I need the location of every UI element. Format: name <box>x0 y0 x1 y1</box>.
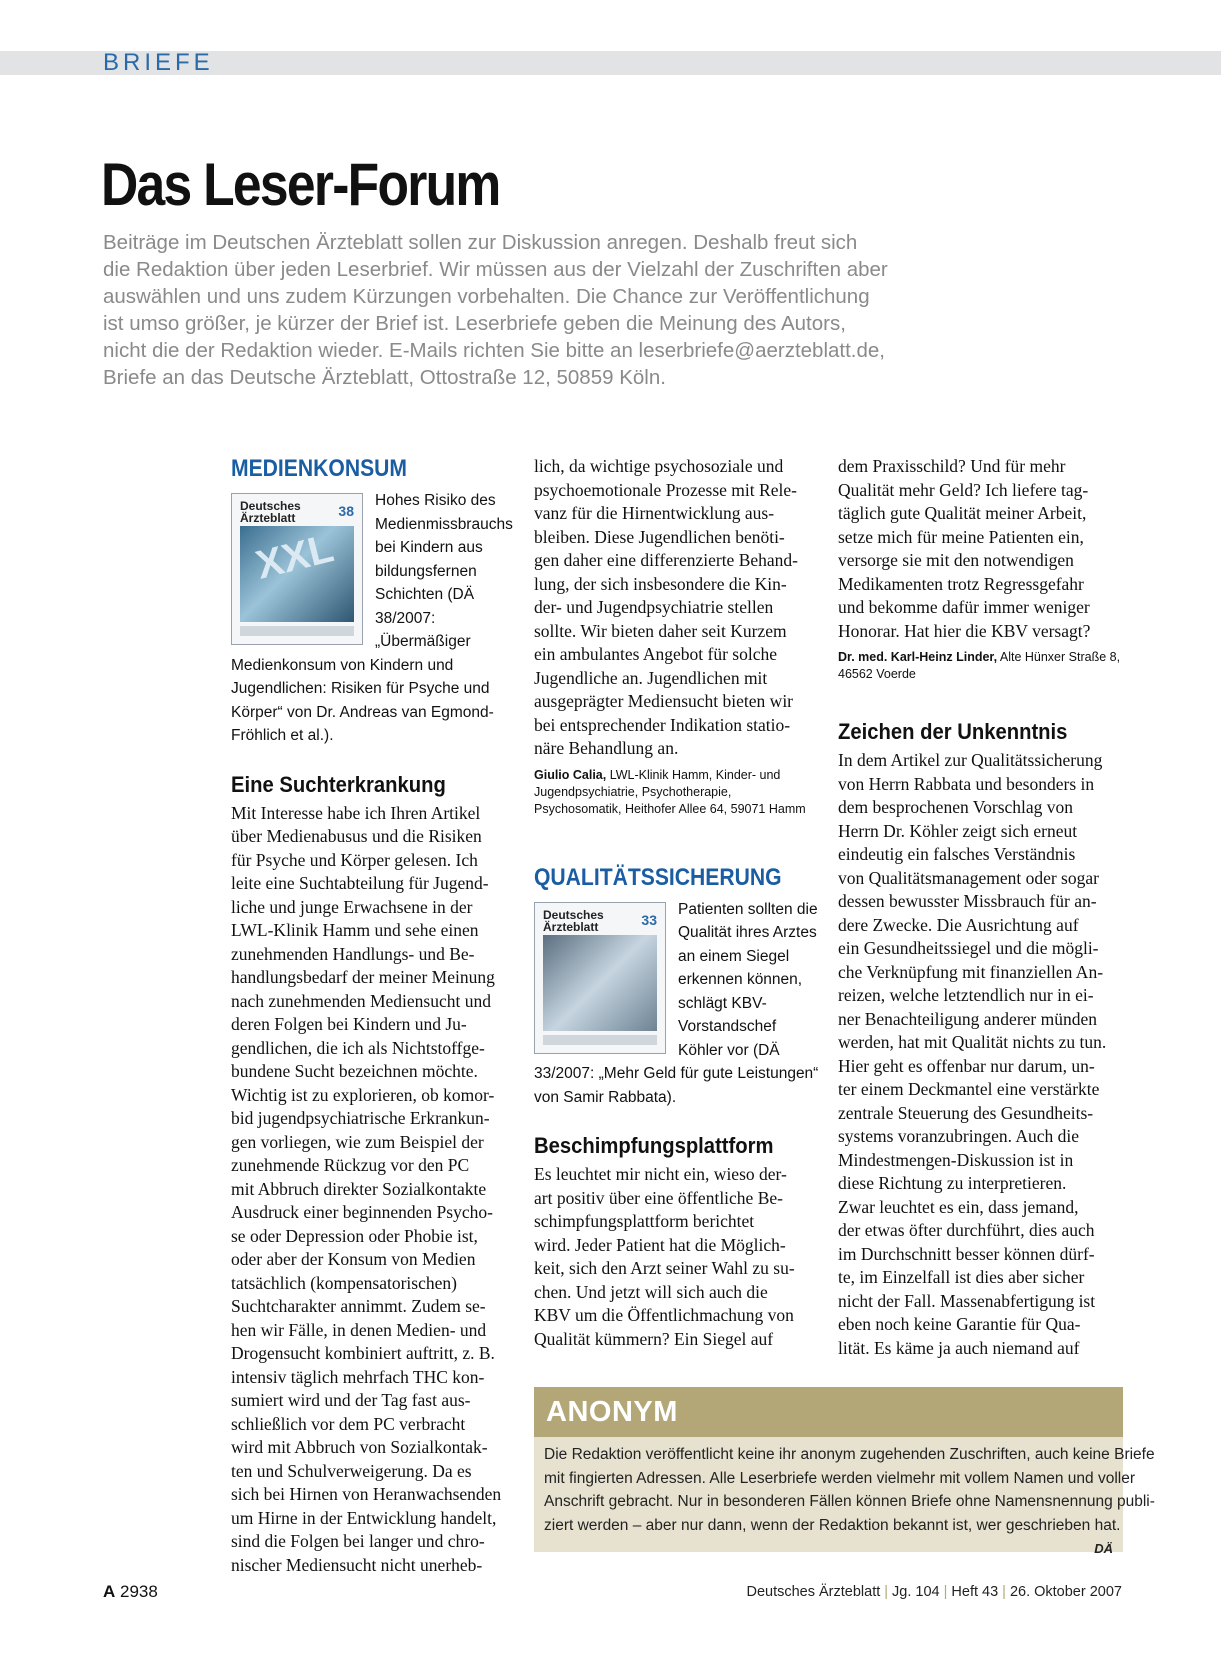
letter-body-suchterkrankung <box>231 802 516 1578</box>
text-line: tatsächlich (kompensatorischen) <box>231 1272 457 1293</box>
cover-logo: Deutsches Ärzteblatt <box>240 499 301 525</box>
text-line: wird mit Abbruch von Sozialkontak- <box>231 1437 488 1457</box>
text-line: intensiv täglich mehrfach THC kon- <box>231 1366 485 1387</box>
text-line: hen wir Fälle, in denen Medien- und <box>231 1319 487 1340</box>
text-line: art positiv über eine öffentliche Be- <box>534 1187 783 1208</box>
text-line: In dem Artikel zur Qualitätssicherung <box>838 750 1103 770</box>
page-number-value: 2938 <box>120 1582 158 1601</box>
intro-line: Beiträge im Deutschen Ärzteblatt sollen zur Diskussion anregen. Deshalb freut sich <box>103 231 858 254</box>
intro-line: ist umso größer, je kürzer der Brief ist. Leserbriefe geben die Meinung des Autors, <box>103 312 846 335</box>
text-line: te, im Einzelfall ist dies aber sicher <box>838 1267 1085 1287</box>
text-line: se oder Depression oder Phobie ist, <box>231 1225 478 1246</box>
footer-date: 26. Oktober 2007 <box>1009 1584 1122 1600</box>
text-line: versorge sie mit den notwendigen <box>838 550 1074 570</box>
magazine-cover-38 <box>231 493 363 645</box>
text-line: über Medienabusus und die Risiken <box>231 826 482 846</box>
text-line: oder aber der Konsum von Medien <box>231 1249 476 1269</box>
text-line: lung, der sich insbesondere die Kin- <box>534 573 787 594</box>
letter-body-beschimpfungsplattform <box>534 1163 819 1351</box>
anonym-box-body <box>534 1437 1155 1556</box>
text-line: deren Folgen bei Kindern und Ju- <box>231 1014 467 1034</box>
page-title: Das Leser-Forum <box>101 151 500 218</box>
text-line: Drogensucht kombiniert auftritt, z. B. <box>231 1343 495 1363</box>
intro-text <box>103 229 1003 391</box>
footer-journal: Deutsches Ärzteblatt <box>746 1584 881 1600</box>
letter-body-suchterkrankung-cont <box>534 455 819 761</box>
text-line: Hier geht es offenbar nur darum, un- <box>838 1055 1095 1076</box>
intro-line: auswählen und uns zudem Kürzungen vorbehalten. Die Chance zur Veröffentlichung <box>103 285 870 308</box>
text-line: ten und Schulverweigerung. Da es <box>231 1460 472 1481</box>
signature-calia <box>534 767 819 818</box>
text-line: keit, sich den Arzt seiner Wahl zu su- <box>534 1258 795 1278</box>
text-line: bundene Sucht bezeichnen möchte. <box>231 1061 478 1081</box>
text-line: dere Zwecke. Die Ausrichtung auf <box>838 914 1079 935</box>
cover-image <box>240 526 354 622</box>
footer-volume: Jg. 104 <box>892 1584 940 1600</box>
section-label: BRIEFE <box>103 49 214 76</box>
text-line: gendlichen, die ich als Nichtstoffge- <box>231 1037 485 1058</box>
text-line: von Qualitätsmanagement oder sogar <box>838 867 1099 888</box>
cover-issue-number: 33 <box>641 911 657 928</box>
text-line: Honorar. Hat hier die KBV versagt? <box>838 620 1091 641</box>
text-line: Es leuchtet mir nicht ein, wieso der- <box>534 1164 787 1184</box>
text-line: leite eine Suchtabteilung für Jugend- <box>231 873 489 893</box>
editorial-mark: DÄ <box>1094 1541 1113 1556</box>
text-line: setze mich für meine Patienten ein, <box>838 526 1084 547</box>
text-line: Qualität kümmern? Ein Siegel auf <box>534 1328 774 1349</box>
text-line: eben noch keine Garantie für Qua- <box>838 1314 1081 1334</box>
text-line: chen. Und jetzt will sich auch die <box>534 1281 768 1302</box>
page-number <box>103 1582 158 1602</box>
letter-title-beschimpfungsplattform: Beschimpfungsplattform <box>534 1133 774 1158</box>
text-line: der- und Jugendpsychiatrie stellen <box>534 597 774 617</box>
text-line: ausgeprägter Mediensucht bieten wir <box>534 691 794 711</box>
box-line: Anschrift gebracht. Nur in besonderen Fällen können Briefe ohne Namensnennung publi- <box>544 1493 1155 1510</box>
text-line: LWL-Klinik Hamm und sehe einen <box>231 920 479 940</box>
text-line: schimpfungsplattform berichtet <box>534 1211 755 1231</box>
text-line: psychoemotionale Prozesse mit Rele- <box>534 479 797 500</box>
signature-address: LWL-Klinik Hamm, Kinder- und Jugendpsychiatrie, Psychotherapie, Psychosomatik, Heithofer Allee 64, 59071 Hamm <box>534 767 806 816</box>
text-line: zunehmenden Handlungs- und Be- <box>231 943 475 964</box>
intro-line: nicht die der Redaktion wieder. E-Mails richten Sie bitte an leserbriefe@aerzteblatt.de, <box>103 339 885 362</box>
text-line: ein ambulantes Angebot für solche <box>534 644 777 664</box>
footer-issue: Heft 43 <box>951 1584 999 1600</box>
text-line: zunehmende Rückzug vor den PC <box>231 1155 470 1175</box>
teaser-text: Patienten sollten die Qualität ihres Arztes an einem Siegel erkennen können, schlägt KBV-Vorstandschef Köhler vor (DÄ 33/2007: „Mehr Geld für gute Leistungen“ von Samir Rabbata). <box>534 900 819 1106</box>
column-3 <box>838 455 1123 1360</box>
text-line: zentrale Steuerung des Gesundheits- <box>838 1102 1094 1123</box>
text-line: reizen, welche letztendlich nur in ei- <box>838 985 1094 1005</box>
text-line: ein Gesundheitssiegel und die mögli- <box>838 938 1099 958</box>
text-line: nicht der Fall. Massenabfertigung ist <box>838 1290 1096 1311</box>
anonym-info-box <box>534 1387 1155 1556</box>
letter-title-suchterkrankung: Eine Suchterkrankung <box>231 771 446 797</box>
text-line: systems voranzubringen. Auch die <box>838 1126 1080 1146</box>
text-line: ter einem Deckmantel eine verstärkte <box>838 1079 1100 1099</box>
text-line: sind die Folgen bei langer und chro- <box>231 1531 485 1551</box>
box-line-text: ziert werden – aber nur dann, wenn der Redaktion bekannt ist, wer geschrieben hat. <box>544 1516 1121 1534</box>
text-line: für Psyche und Körper gelesen. Ich <box>231 849 478 870</box>
text-line: Medikamenten trotz Regressgefahr <box>838 573 1084 594</box>
text-line: Wichtig ist zu explorieren, ob komor- <box>231 1084 495 1105</box>
text-line: eindeutig ein falsches Verständnis <box>838 844 1076 864</box>
text-line: um Hirne in der Entwicklung handelt, <box>231 1507 497 1528</box>
cover-art-text: XXL <box>251 526 338 588</box>
text-line: handlungsbedarf der meiner Meinung <box>231 967 495 987</box>
teaser-qualitaetssicherung <box>534 898 819 1110</box>
text-line: Suchtcharakter annimmt. Zudem se- <box>231 1296 486 1316</box>
signature-linder <box>838 649 1123 683</box>
box-line: Die Redaktion veröffentlicht keine ihr anonym zugehenden Zuschriften, auch keine Briefe <box>544 1446 1155 1463</box>
magazine-cover-33 <box>534 902 666 1054</box>
text-line: Qualität mehr Geld? Ich liefere tag- <box>838 479 1089 500</box>
text-line: von Herrn Rabbata und besonders in <box>838 773 1095 794</box>
text-line: der etwas öfter durchführt, dies auch <box>838 1220 1095 1240</box>
text-line: nischer Mediensucht nicht unerheb- <box>231 1554 483 1575</box>
letter-title-zeichen-der-unkenntnis: Zeichen der Unkenntnis <box>838 719 1068 744</box>
page-letter: A <box>103 1582 116 1601</box>
rubric-qualitaetssicherung: QUALITÄTSSICHERUNG <box>534 863 782 891</box>
text-line: gen daher eine differenzierte Behand- <box>534 550 798 570</box>
text-line: im Durchschnitt besser können dürf- <box>838 1243 1095 1264</box>
anonym-box-title: ANONYM <box>534 1387 1123 1437</box>
intro-line: Briefe an das Deutsche Ärzteblatt, Ottostraße 12, 50859 Köln. <box>103 366 666 389</box>
text-line: ner Benachteiligung anderer münden <box>838 1008 1097 1029</box>
text-line: bid jugendpsychiatrische Erkrankun- <box>231 1108 490 1128</box>
text-line: che Verknüpfung mit finanziellen An- <box>838 961 1104 982</box>
box-line: mit fingierten Adressen. Alle Leserbriefe werden vielmehr mit vollem Namen und voller <box>544 1469 1135 1487</box>
text-line: schließlich vor dem PC verbracht <box>231 1413 466 1434</box>
signature-name: Giulio Calia, <box>534 767 607 782</box>
signature-name: Dr. med. Karl-Heinz Linder, <box>838 650 998 664</box>
text-line: dem Praxisschild? Und für mehr <box>838 456 1066 476</box>
text-line: vanz für die Hirnentwicklung aus- <box>534 503 775 523</box>
text-line: sollte. Wir bieten daher seit Kurzem <box>534 620 787 641</box>
text-line: Ausdruck einer beginnenden Psycho- <box>231 1202 493 1222</box>
signature-address: Alte Hünxer Straße 8, 46562 Voerde <box>838 650 1121 681</box>
text-line: diese Richtung zu interpretieren. <box>838 1173 1067 1193</box>
text-line: nach zunehmenden Mediensucht und <box>231 990 491 1011</box>
text-line: gen vorliegen, wie zum Beispiel der <box>231 1131 484 1152</box>
letter-body-zeichen-der-unkenntnis <box>838 749 1123 1360</box>
cover-image <box>543 935 657 1031</box>
teaser-medienkonsum <box>231 489 516 748</box>
text-line: sumiert wird und der Tag fast aus- <box>231 1390 471 1410</box>
text-line: Jugendliche an. Jugendlichen mit <box>534 667 768 688</box>
cover-logo: Deutsches Ärzteblatt <box>543 907 604 934</box>
text-line: dem besprochenen Vorschlag von <box>838 797 1074 817</box>
text-line: und bekomme dafür immer weniger <box>838 597 1090 617</box>
text-line: lich, da wichtige psychosoziale und <box>534 456 784 476</box>
text-line: sich bei Hirnen von Heranwachsenden <box>231 1484 502 1504</box>
text-line: Mindestmengen-Diskussion ist in <box>838 1149 1074 1170</box>
text-line: Zwar leuchtet es ein, dass jemand, <box>838 1196 1079 1217</box>
text-line: mit Abbruch direkter Sozialkontakte <box>231 1178 487 1199</box>
text-line: lität. Es käme ja auch niemand auf <box>838 1337 1080 1358</box>
box-line <box>544 1514 1121 1556</box>
intro-line: die Redaktion über jeden Leserbrief. Wir müssen aus der Vielzahl der Zuschriften aber <box>103 258 888 281</box>
rubric-medienkonsum: MEDIENKONSUM <box>231 455 408 482</box>
footer-journal-info: Deutsches Ärzteblatt | Jg. 104 | Heft 43 | 26. Oktober 2007 <box>746 1584 1122 1600</box>
text-line: KBV um die Öffentlichmachung von <box>534 1305 794 1325</box>
column-2 <box>534 455 819 1351</box>
text-line: werden, hat mit Qualität nichts zu tun. <box>838 1032 1107 1052</box>
letter-body-beschimpfungsplattform-cont <box>838 455 1123 643</box>
text-line: bei entsprechender Indikation statio- <box>534 714 791 735</box>
text-line: dessen bewusster Missbrauch für an- <box>838 891 1097 911</box>
text-line: Mit Interesse habe ich Ihren Artikel <box>231 802 481 823</box>
text-line: liche und junge Erwachsene in der <box>231 896 473 917</box>
text-line: wird. Jeder Patient hat die Möglich- <box>534 1234 786 1255</box>
cover-strip <box>543 1035 657 1045</box>
text-line: bleiben. Diese Jugendlichen benöti- <box>534 526 785 547</box>
text-line: Herrn Dr. Köhler zeigt sich erneut <box>838 820 1078 841</box>
cover-issue-number: 38 <box>338 503 354 519</box>
cover-strip <box>240 626 354 636</box>
teaser-text: Hohes Risiko des Medienmissbrauchs bei Kindern aus bildungsfernen Schichten (DÄ 38/2007: „Übermäßiger Medienkonsum von Kindern und Jugendlichen: Risiken für Psyche und Körper“ von Dr. Andreas van Egmond-Fröhlich et al.). <box>231 492 513 744</box>
text-line: näre Behandlung an. <box>534 738 679 758</box>
column-1 <box>231 455 516 1577</box>
text-line: täglich gute Qualität meiner Arbeit, <box>838 503 1087 523</box>
